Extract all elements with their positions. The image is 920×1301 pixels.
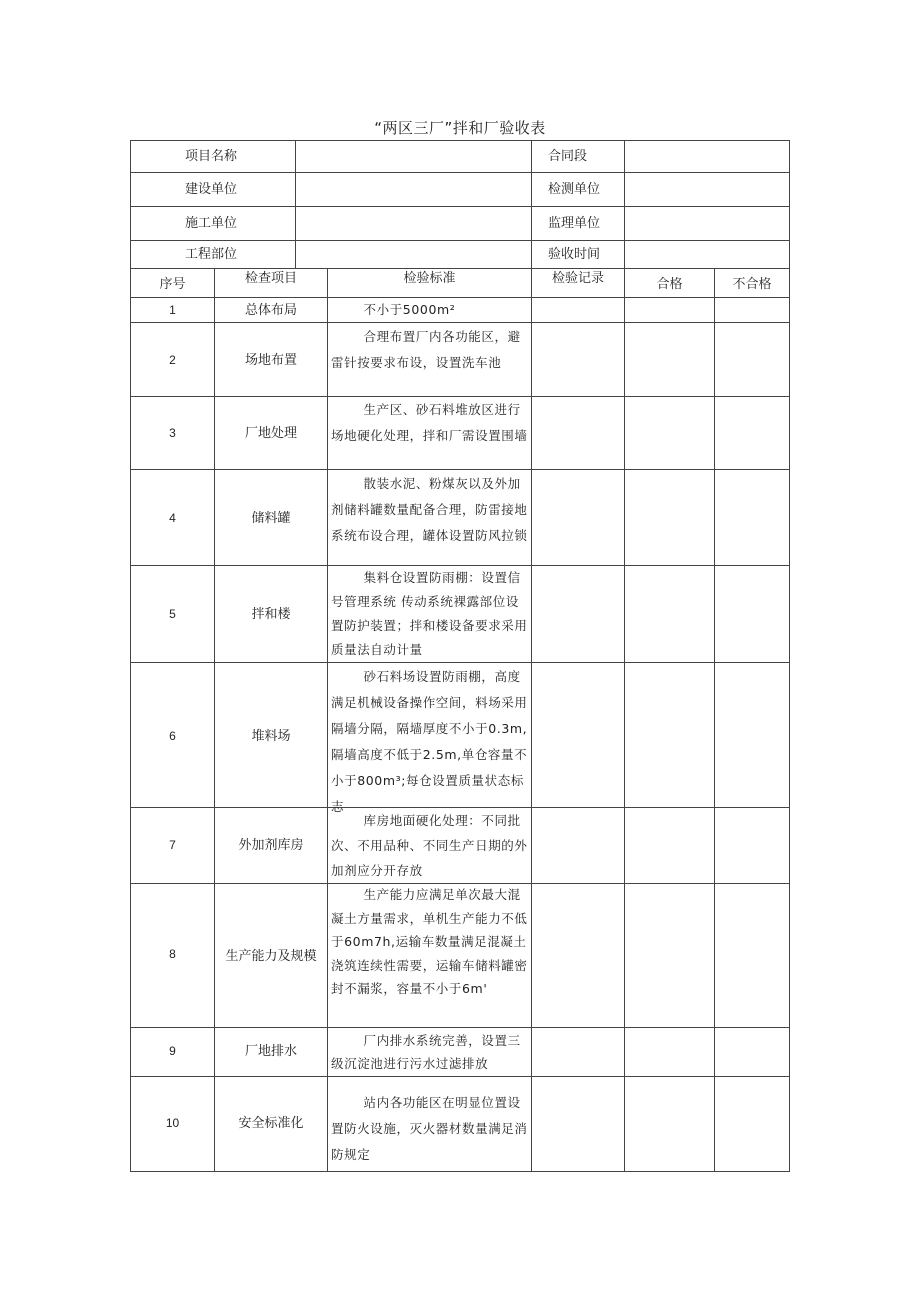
row-3-fail[interactable] [715,397,789,469]
contractor-value[interactable] [296,207,531,240]
row-6-fail[interactable] [715,663,789,807]
row-9-standard: 厂内排水系统完善，设置三级沉淀池进行污水过滤排放 [331,1033,521,1071]
row-10-item: 安全标准化 [238,1116,304,1131]
row-4-item: 储料罐 [251,511,291,526]
row-1-pass[interactable] [625,298,714,322]
row-4-record[interactable] [532,470,624,565]
divider [531,140,532,268]
row-8-item: 生产能力及规模 [225,949,317,964]
row-8-record[interactable] [532,884,624,1027]
row-3-item: 厂地处理 [244,426,297,441]
row-9-no: 9 [169,1044,176,1058]
row-2-standard: 合理布置厂内各功能区，避雷针按要求布设，设置洗车池 [331,329,521,370]
row-1-no: 1 [169,303,176,317]
page-title: “两区三厂”拌和厂验收表 [374,119,546,137]
info-label-testing-unit: 检测单位 [548,182,601,197]
info-label-project-name: 项目名称 [185,149,238,164]
row-7-pass[interactable] [625,808,714,883]
header-fail: 不合格 [732,277,772,292]
row-2-pass[interactable] [625,323,714,396]
project-part-value[interactable] [296,241,531,268]
row-4-fail[interactable] [715,470,789,565]
table-border-right [789,140,790,1172]
construction-owner-value[interactable] [296,173,531,206]
header-record: 检验记录 [551,271,604,286]
divider [214,268,215,1172]
row-9-fail[interactable] [715,1028,789,1076]
row-5-record[interactable] [532,566,624,662]
header-standard: 检验标准 [403,271,456,286]
header-item: 检查项目 [244,271,297,286]
row-2-no: 2 [169,353,176,367]
row-4-standard: 散装水泥、粉煤灰以及外加剂储料罐数量配备合理，防雷接地系统布设合理，罐体设置防风拉锁 [331,476,528,543]
info-label-construction-owner: 建设单位 [185,182,238,197]
row-3-standard: 生产区、砂石料堆放区进行场地硬化处理，拌和厂需设置围墙 [331,402,528,443]
row-9-record[interactable] [532,1028,624,1076]
header-pass: 合格 [656,277,683,292]
row-9-pass[interactable] [625,1028,714,1076]
row-8-standard: 生产能力应满足单次最大混凝土方量需求，单机生产能力不低于60m7h,运输车数量满足混凝土浇筑连续性需要，运输车储料罐密封不漏浆，容量不小于6m' [331,887,528,996]
testing-unit-value[interactable] [625,173,789,206]
info-label-acceptance-time: 验收时间 [548,247,601,262]
row-4-no: 4 [169,511,176,525]
row-2-record[interactable] [532,323,624,396]
contract-section-value[interactable] [625,141,789,172]
row-9-item: 厂地排水 [244,1044,297,1059]
row-7-item: 外加剂库房 [238,838,304,853]
row-10-record[interactable] [532,1077,624,1171]
info-label-project-part: 工程部位 [185,247,238,262]
row-2-fail[interactable] [715,323,789,396]
row-6-no: 6 [169,729,176,743]
row-7-standard: 库房地面硬化处理：不同批次、不用品种、不同生产日期的外加剂应分开存放 [331,813,528,878]
row-3-no: 3 [169,426,176,440]
row-5-fail[interactable] [715,566,789,662]
row-3-record[interactable] [532,397,624,469]
row-10-pass[interactable] [625,1077,714,1171]
row-7-no: 7 [169,838,176,852]
row-8-fail[interactable] [715,884,789,1027]
row-10-standard: 站内各功能区在明显位置设置防火设施，灭火器材数量满足消防规定 [331,1095,528,1162]
row-6-record[interactable] [532,663,624,807]
row-6-pass[interactable] [625,663,714,807]
acceptance-time-value[interactable] [625,241,789,268]
row-1-record[interactable] [532,298,624,322]
row-8-no: 8 [169,947,176,961]
row-5-no: 5 [169,607,176,621]
row-10-fail[interactable] [715,1077,789,1171]
row-5-item: 拌和楼 [251,607,291,622]
row-5-pass[interactable] [625,566,714,662]
row-6-item: 堆料场 [251,729,291,744]
row-5-standard: 集料仓设置防雨棚：设置信号管理系统 传动系统裸露部位设置防护装置；拌和楼设备要求采用质量法自动计量 [331,570,528,657]
row-1-item: 总体布局 [244,303,297,318]
table-border-left [130,140,131,1172]
row-7-record[interactable] [532,808,624,883]
info-label-contractor: 施工单位 [185,216,238,231]
row-10-no: 10 [165,1116,180,1130]
info-label-contract-section: 合同段 [548,149,588,164]
info-label-supervisor: 监理单位 [548,216,601,231]
row-3-pass[interactable] [625,397,714,469]
divider [130,268,790,269]
row-4-pass[interactable] [625,470,714,565]
row-1-standard: 不小于5000m² [363,302,456,317]
row-7-fail[interactable] [715,808,789,883]
header-no: 序号 [159,277,186,292]
table-border-bottom [130,1171,790,1172]
row-8-pass[interactable] [625,884,714,1027]
project-name-value[interactable] [296,141,531,172]
row-6-standard: 砂石料场设置防雨棚，高度满足机械设备操作空间，料场采用隔墙分隔，隔墙厚度不小于0.3m,隔墙高度不低于2.5m,单仓容量不小于800m³;每仓设置质量状态标志 [331,669,528,814]
supervisor-value[interactable] [625,207,789,240]
row-2-item: 场地布置 [244,353,297,368]
row-1-fail[interactable] [715,298,789,322]
